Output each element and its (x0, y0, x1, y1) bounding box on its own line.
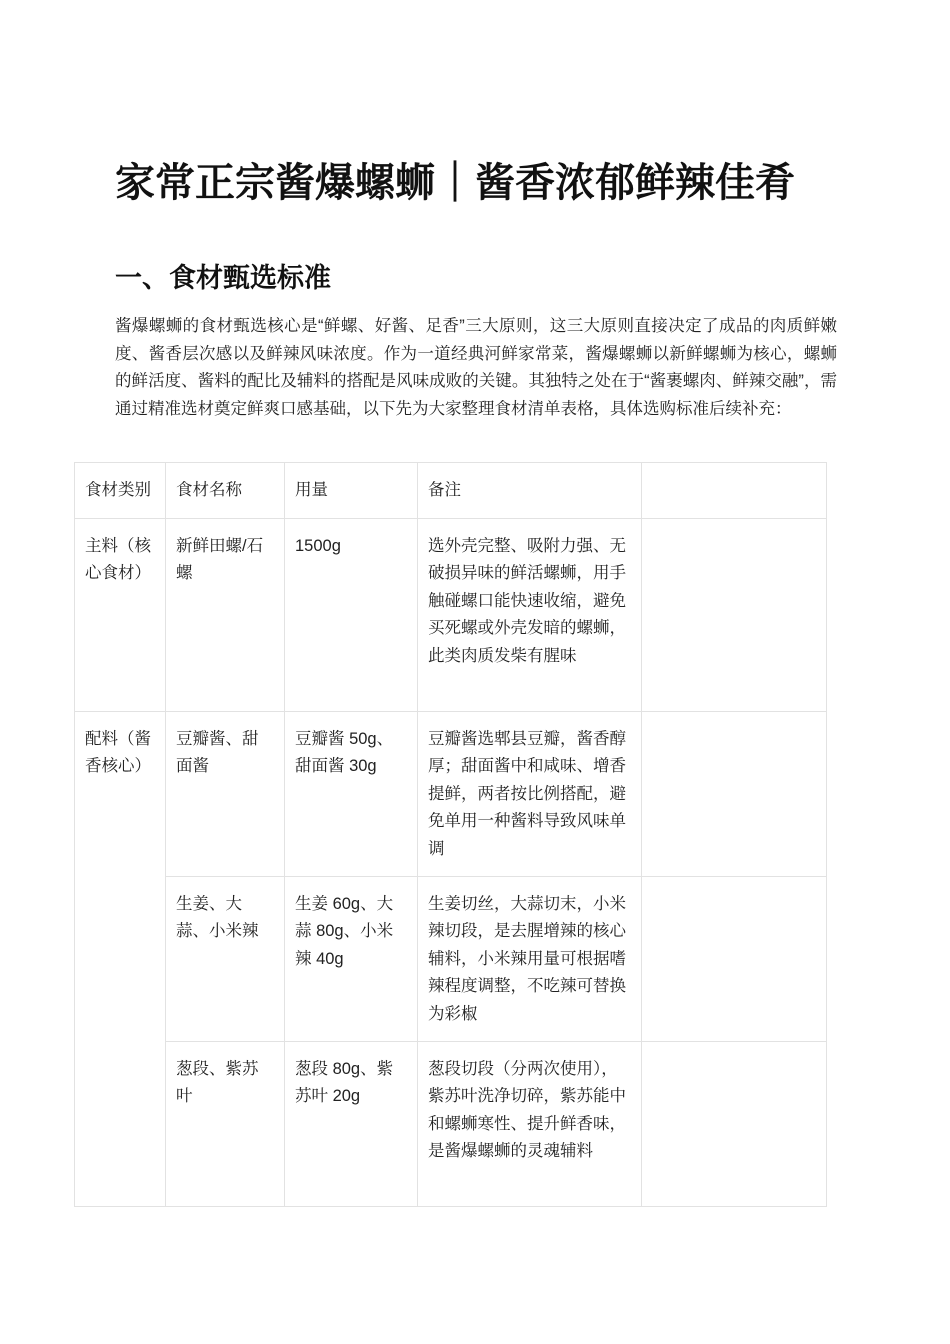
cell-note: 生姜切丝，大蒜切末，小米辣切段，是去腥增辣的核心辅料，小米辣用量可根据嗜辣程度调整，不吃辣可替换为彩椒 (418, 876, 642, 1041)
section-heading: 一、食材甄选标准 (115, 263, 331, 293)
cell-amount: 豆瓣酱 50g、甜面酱 30g (285, 711, 418, 876)
cell-amount: 生姜 60g、大蒜 80g、小米辣 40g (285, 876, 418, 1041)
cell-note: 豆瓣酱选郫县豆瓣，酱香醇厚；甜面酱中和咸味、增香提鲜，两者按比例搭配，避免单用一种酱料导致风味单调 (418, 711, 642, 876)
table-row (75, 711, 827, 876)
cell-note: 选外壳完整、吸附力强、无破损异味的鲜活螺蛳，用手触碰螺口能快速收缩，避免买死螺或外壳发暗的螺蛳，此类肉质发柴有腥味 (418, 518, 642, 711)
header-note: 备注 (418, 463, 642, 519)
page-title: 家常正宗酱爆螺蛳｜酱香浓郁鲜辣佳肴 (115, 161, 795, 205)
cell-name: 生姜、大蒜、小米辣 (166, 876, 285, 1041)
table-row (75, 518, 827, 711)
intro-paragraph: 酱爆螺蛳的食材甄选核心是“鲜螺、好酱、足香”三大原则，这三大原则直接决定了成品的肉质鲜嫩度、酱香层次感以及鲜辣风味浓度。作为一道经典河鲜家常菜，酱爆螺蛳以新鲜螺蛳为核心，螺蛳的鲜活度、酱料的配比及辅料的搭配是风味成败的关键。其独特之处在于“酱裹螺肉、鲜辣交融”，需通过精准选材奠定鲜爽口感基础，以下先为大家整理食材清单表格，具体选购标准后续补充： (115, 317, 837, 418)
cell-name: 新鲜田螺/石螺 (166, 518, 285, 711)
ingredients-table (74, 462, 827, 1207)
cell-amount: 1500g (285, 518, 418, 711)
header-extra (642, 463, 827, 519)
cell-extra (642, 876, 827, 1041)
cell-note: 葱段切段（分两次使用），紫苏叶洗净切碎，紫苏能中和螺蛳寒性、提升鲜香味，是酱爆螺蛳的灵魂辅料 (418, 1041, 642, 1206)
table-row (75, 1041, 827, 1206)
cell-amount: 葱段 80g、紫苏叶 20g (285, 1041, 418, 1206)
header-amount: 用量 (285, 463, 418, 519)
header-category: 食材类别 (75, 463, 166, 519)
cell-extra (642, 711, 827, 876)
cell-extra (642, 1041, 827, 1206)
cell-extra (642, 518, 827, 711)
cell-category: 配料（酱香核心） (75, 711, 166, 1206)
header-name: 食材名称 (166, 463, 285, 519)
cell-category: 主料（核心食材） (75, 518, 166, 711)
cell-name: 豆瓣酱、甜面酱 (166, 711, 285, 876)
cell-name: 葱段、紫苏叶 (166, 1041, 285, 1206)
table-row (75, 876, 827, 1041)
table-header-row (75, 463, 827, 519)
